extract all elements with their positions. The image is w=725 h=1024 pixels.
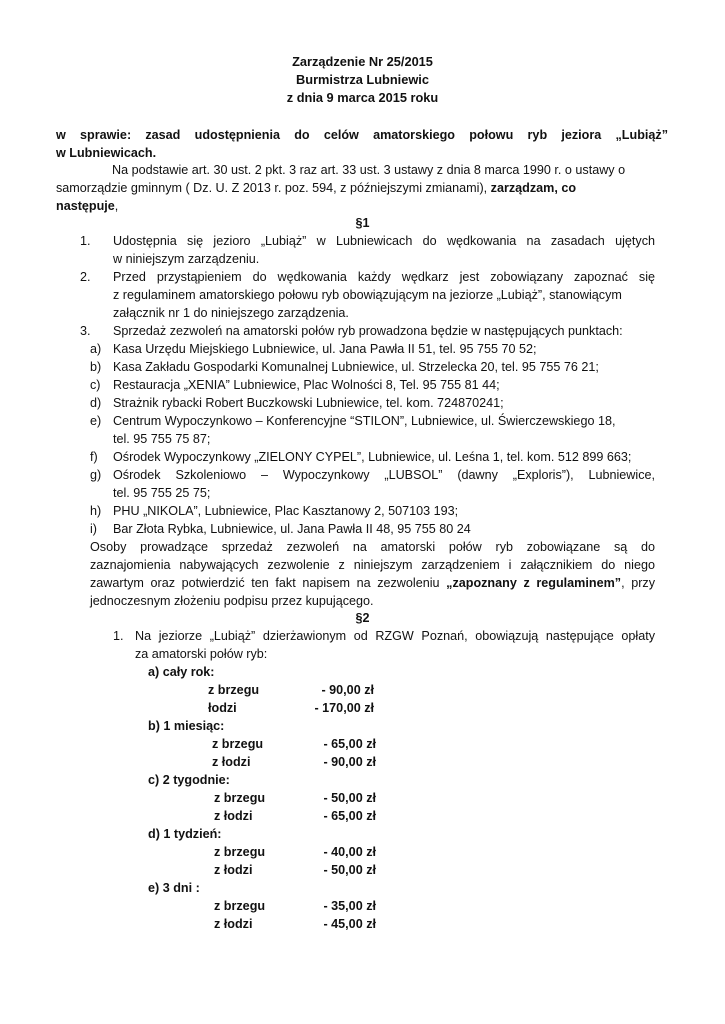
fee-value: - 50,00 zł [323,791,376,805]
subject-line-2: w Lubniewicach. [56,146,157,160]
preamble-line-3 [56,197,118,215]
closing-line-3-end: , przy [621,576,655,590]
section-2-heading: §2 [355,611,370,625]
ordinance-number: Zarządzenie Nr 25/2015 [292,54,433,69]
point-e-text-1: Centrum Wypoczynkowo – Konferencyjne “STILON”, Lubniewice, ul. Świerczewskiego 18, [113,414,616,428]
point-c-text: Restauracja „XENIA” Lubniewice, Plac Wolności 8, Tel. 95 755 81 44; [113,378,500,392]
section-2-item-number: 1. [113,629,124,643]
fee-label: z brzegu [214,899,266,913]
point-d-text: Strażnik rybacki Robert Buczkowski Lubniewice, tel. kom. 724870241; [113,396,504,410]
subject-line-1: w sprawie: zasad udostępnienia do celów amatorskiego połowu ryb jeziora „Lubiąż” [56,128,668,142]
section-2-item-line-1: Na jeziorze „Lubiąż” dzierżawionym od RZGW Poznań, obowiązują następujące opłaty [135,629,655,643]
section-2-item-line-2: za amatorski połów ryb: [135,647,268,661]
item-3-number: 3. [80,324,91,338]
point-d-letter: d) [90,396,102,410]
fee-label: z brzegu [212,737,264,751]
item-2-line-2: z regulaminem amatorskiego połowu ryb obowiązującym na jeziorze „Lubiąż”, stanowiącym [113,288,622,302]
fee-period-3-days: e) 3 dni : [148,881,200,895]
fee-value: - 45,00 zł [323,917,376,931]
point-g-text-1: Ośrodek Szkoleniowo – Wypoczynkowy „LUBSOL” (dawny „Exploris”), Lubniewice, [113,468,655,482]
item-2-line-3: załącznik nr 1 do niniejszego zarządzenia. [113,306,349,320]
item-1-line-2: w niniejszym zarządzeniu. [113,252,260,266]
fee-value: - 65,00 zł [323,809,376,823]
closing-line-2: zaznajomienia nabywających zezwolenie z niniejszym zarządzeniem i załącznikiem do niego [90,558,655,572]
point-a-letter: a) [90,342,102,356]
closing-line-3 [90,574,655,592]
fee-label: łodzi [208,701,237,715]
point-e-text-2: tel. 95 755 75 87; [113,432,211,446]
fee-label: z łodzi [212,755,251,769]
fee-label: z łodzi [214,917,253,931]
issuer: Burmistrza Lubniewic [296,72,429,87]
point-g-text-2: tel. 95 755 25 75; [113,486,211,500]
fee-period-full-year: a) cały rok: [148,665,215,679]
fee-label: z łodzi [214,809,253,823]
closing-line-4: jednoczesnym złożeniu podpisu przez kupującego. [90,594,374,608]
point-c-letter: c) [90,378,101,392]
ordinance-date: z dnia 9 marca 2015 roku [286,90,439,105]
fee-value: - 65,00 zł [323,737,376,751]
fee-label: z brzegu [214,791,266,805]
fee-period-1-month: b) 1 miesiąc: [148,719,225,733]
closing-line-1: Osoby prowadzące sprzedaż zezwoleń na amatorski połów ryb zobowiązane są do [90,540,655,554]
preamble-line-2 [56,179,576,197]
point-a-text: Kasa Urzędu Miejskiego Lubniewice, ul. Jana Pawła II 51, tel. 95 755 70 52; [113,342,537,356]
point-g-letter: g) [90,468,102,482]
item-1-line-1: Udostępnia się jezioro „Lubiąż” w Lubniewicach do wędkowania na zasadach ujętych [113,234,655,248]
fee-value: - 170,00 zł [314,701,374,715]
point-f-text: Ośrodek Wypoczynkowy „ZIELONY CYPEL”, Lubniewice, ul. Leśna 1, tel. kom. 512 899 663; [113,450,632,464]
point-h-text: PHU „NIKOLA”, Lubniewice, Plac Kasztanowy 2, 507103 193; [113,504,459,518]
fee-period-1-week: d) 1 tydzień: [148,827,222,841]
point-i-text: Bar Złota Rybka, Lubniewice, ul. Jana Pawła II 48, 95 755 80 24 [113,522,471,536]
item-1-number: 1. [80,234,91,248]
fee-label: z brzegu [214,845,266,859]
section-1-heading: §1 [355,216,370,230]
fee-value: - 50,00 zł [323,863,376,877]
item-3-line-1: Sprzedaż zezwoleń na amatorski połów ryb prowadzona będzie w następujących punktach: [113,324,623,338]
point-h-letter: h) [90,504,102,518]
fee-value: - 90,00 zł [321,683,374,697]
point-f-letter: f) [90,450,98,464]
point-b-text: Kasa Zakładu Gospodarki Komunalnej Lubniewice, ul. Strzelecka 20, tel. 95 755 76 21; [113,360,599,374]
fee-value: - 40,00 zł [323,845,376,859]
fee-label: z brzegu [208,683,260,697]
fee-label: z łodzi [214,863,253,877]
item-2-line-1: Przed przystąpieniem do wędkowania każdy wędkarz jest zobowiązany zapoznać się [113,270,655,284]
fee-value: - 35,00 zł [323,899,376,913]
point-e-letter: e) [90,414,102,428]
preamble-line-2-bold: zarządzam, co [490,181,577,195]
point-b-letter: b) [90,360,102,374]
closing-line-3-bold: „zapoznany z regulaminem” [446,576,622,590]
preamble-line-3-comma: , [114,199,119,213]
point-i-letter: i) [90,522,97,536]
item-2-number: 2. [80,270,91,284]
preamble-line-1: Na podstawie art. 30 ust. 2 pkt. 3 raz art. 33 ust. 3 ustawy z dnia 8 marca 1990 r. o ustawy o [112,163,626,177]
closing-line-3-text: zawartym oraz potwierdzić ten fakt napisem na zezwoleniu [90,576,440,590]
fee-period-2-weeks: c) 2 tygodnie: [148,773,230,787]
fee-value: - 90,00 zł [323,755,376,769]
preamble-line-2-text: samorządzie gminnym ( Dz. U. Z 2013 r. poz. 594, z późniejszymi zmianami), [56,181,488,195]
preamble-line-3-bold: następuje [56,199,115,213]
